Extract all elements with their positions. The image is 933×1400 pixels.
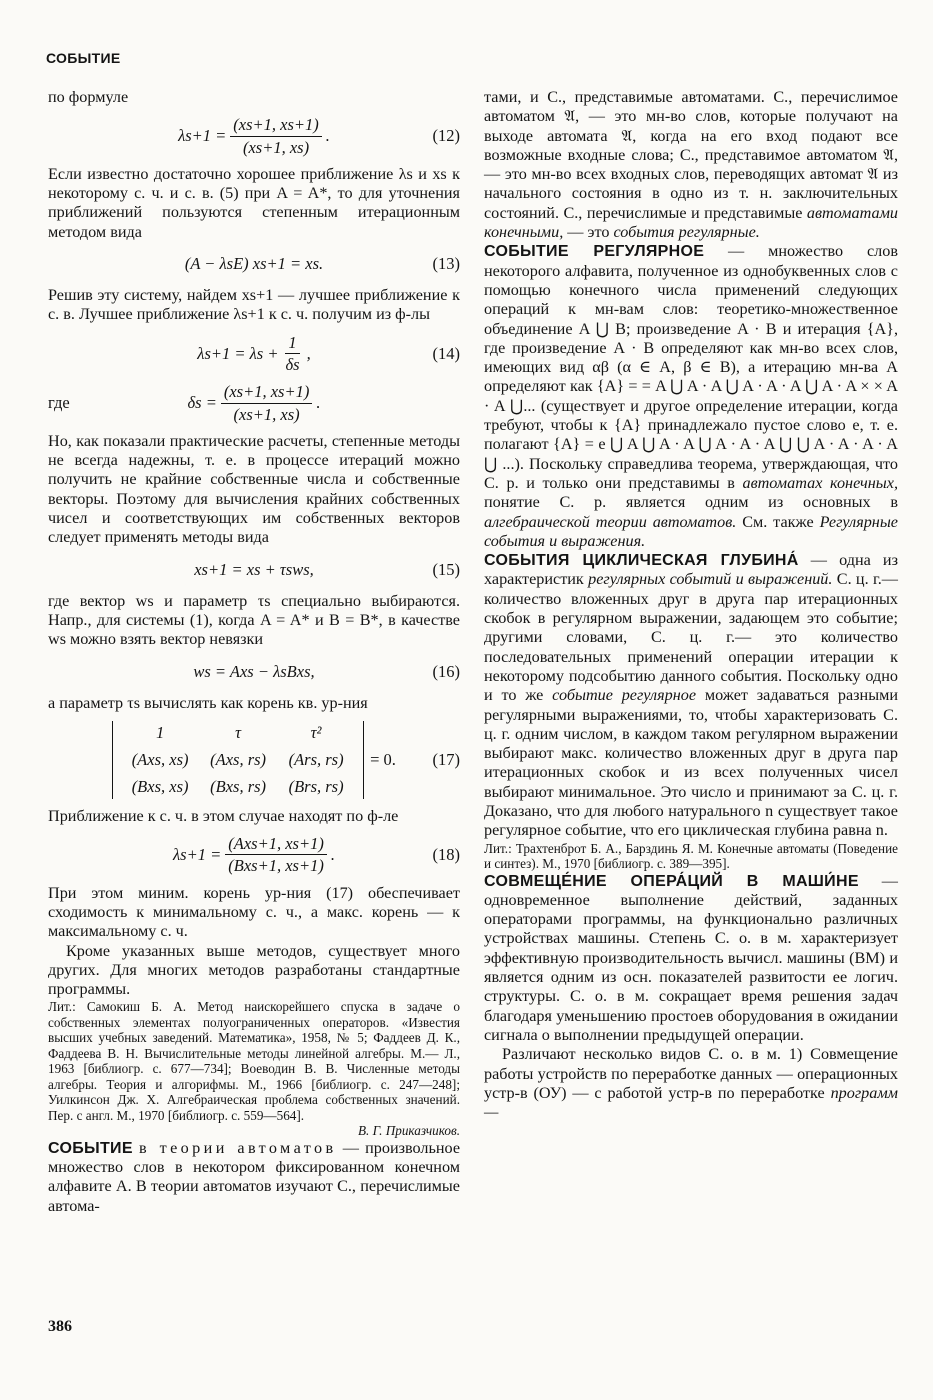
numerator: (Axs+1, xs+1) xyxy=(225,834,327,855)
equation-number: (12) xyxy=(432,126,460,146)
equation-14 xyxy=(48,333,460,375)
paragraph: а параметр τs вычислять как корень кв. ур-ния xyxy=(48,693,368,712)
equation-expr: (A − λsE) xs+1 = xs. xyxy=(184,254,324,274)
equation-lhs: λs+1 = xyxy=(173,845,222,865)
paragraph: При этом миним. корень ур-ния (17) обеспечивает сходимость к минимальному с. ч., а макс. корень — к максимальному с. ч. xyxy=(48,883,460,941)
equation-18 xyxy=(48,834,460,876)
running-header: СОБЫТИЕ xyxy=(46,50,121,66)
fraction xyxy=(221,382,313,424)
paragraph: Кроме указанных выше методов, существует много других. Для многих методов разработаны стандартные программы. xyxy=(48,941,460,999)
determinant-cell: (Brs, rs) xyxy=(288,777,344,797)
text: Различают несколько видов С. о. в м. 1) Совмещение работы устройств по переработке данных — операционных устр-в (ОУ) — с работой устр-в по переработке xyxy=(484,1045,898,1102)
italic-link: Регулярные события и выражения. xyxy=(484,512,898,550)
italic-link: событие регулярное xyxy=(552,686,697,705)
numerator: (xs+1, xs+1) xyxy=(230,115,322,136)
equation-lhs: λs+1 = xyxy=(178,126,227,146)
italic-link: события регулярные. xyxy=(613,223,760,242)
determinant-cell: (Ars, rs) xyxy=(288,750,344,770)
equation-tail: , xyxy=(306,343,311,363)
equation-tail: . xyxy=(316,393,321,413)
entry-term: СОБЫТИЯ ЦИКЛИЧЕСКАЯ ГЛУБИНА́ xyxy=(484,552,799,570)
left-column xyxy=(48,88,460,1216)
equation-number: (16) xyxy=(432,661,460,681)
entry-text: — одна из характеристик xyxy=(484,551,898,589)
equation-number: (13) xyxy=(432,254,460,274)
text: тами, и С., представимые автоматами. С., перечислимое автоматом 𝔄, — это мн-во слов, которые получают на выходе автомата 𝔄, когда на его вход подают все возможные входные слова; С., представимое автоматом 𝔄,— это мн-во всех входных слов, переводящих автомат 𝔄 из начального состояния в одно из т. н. заключительных состояний. С., перечислимые и представимые xyxy=(484,88,898,222)
equation-tail: = 0. xyxy=(370,750,396,770)
equation-12 xyxy=(48,115,460,157)
paragraph: Но, как показали практические расчеты, степенные методы не всегда надежны, т. е. в процессе итераций можно получить не крайние собственные числа и собственные векторы. Поэтому для вычисления крайних собственных чисел и соответствующих им собственных векторов следует применять методы вида xyxy=(48,431,460,547)
equation-17 xyxy=(48,721,460,799)
entry xyxy=(484,242,898,551)
determinant xyxy=(112,721,364,799)
equation-label: где xyxy=(48,393,70,413)
fraction xyxy=(225,834,327,876)
denominator: (xs+1, xs) xyxy=(242,137,310,157)
right-column xyxy=(484,88,898,1122)
italic-link: алгебраической теории автоматов. xyxy=(484,512,737,531)
paragraph: Решив эту систему, найдем xs+1 — лучшее приближение к с. в. Лучшее приближение λs+1 к с. ч. получим из ф-лы xyxy=(48,286,460,324)
entry-text: понятие С. р. является одним из основных в xyxy=(484,493,898,512)
entry-term: СОБЫТИЕ xyxy=(48,1139,133,1157)
paragraph: где вектор ws и параметр τs специально выбираются. Напр., для системы (1), когда A = A* и B = B*, в качестве ws можно взять вектор невязки xyxy=(48,591,460,649)
equation-14b xyxy=(48,382,460,424)
entry xyxy=(484,872,898,1046)
determinant-cell: (Axs, xs) xyxy=(131,750,189,770)
determinant-cell: (Axs, rs) xyxy=(210,750,267,770)
equation-expr: ws = Axs − λsBxs, xyxy=(193,661,315,681)
entry-text: — одновременное выполнение действий, заданных операторами программы, на функционально различных устройствах машины. Степень С. о. в м. характеризует эффективную производительность вычисл. машины (ВМ) и является одним из осн. показателей развитости ее логич. структуры. С. о. в м. сокращает время решения задач благодаря уменьшению простоев оборудования в ожидании сигнала о выполнении предыдущей операции. xyxy=(484,871,898,1044)
numerator: (xs+1, xs+1) xyxy=(221,382,313,403)
italic-link: программ — xyxy=(484,1083,899,1122)
entry-term: СОВМЕЩЕ́НИЕ ОПЕРА́ЦИЙ В МАШИ́НЕ xyxy=(484,872,859,890)
text: — это xyxy=(563,223,610,242)
entry xyxy=(484,551,898,840)
determinant-cell: (Bxs, xs) xyxy=(131,777,189,797)
equation-number: (18) xyxy=(432,845,460,865)
entry-subterm: в теории автоматов xyxy=(139,1138,337,1157)
determinant-cell: (Bxs, rs) xyxy=(210,777,267,797)
equation-expr: xs+1 = xs + τsws, xyxy=(194,559,314,579)
numerator: 1 xyxy=(285,333,299,354)
paragraph xyxy=(484,1045,898,1122)
italic-link: регулярных событий и выражений. xyxy=(588,570,833,589)
determinant-cell: τ² xyxy=(310,722,322,742)
paragraph: по формуле xyxy=(48,88,129,106)
fraction xyxy=(230,115,322,157)
equation-lhs: δs = xyxy=(187,393,217,413)
denominator: δs xyxy=(285,354,300,374)
equation-16 xyxy=(48,658,460,686)
literature: Лит.: Трахтенброт Б. А., Барздинь Я. М. Конечные автоматы (Поведение и синтез). М., 1970 [библиогр. с. 389—395]. xyxy=(484,840,898,872)
equation-15 xyxy=(48,556,460,584)
equation-lhs: λs+1 = λs + xyxy=(197,343,279,363)
determinant-cell: 1 xyxy=(155,722,165,742)
equation-number: (14) xyxy=(432,343,460,363)
author: В. Г. Приказчиков. xyxy=(357,1123,460,1139)
italic-link: автоматами конечными, xyxy=(484,203,898,242)
equation-tail: . xyxy=(325,126,330,146)
entry-text: — произвольное множество слов в некотором фиксированном конечном алфавите A. В теории автоматов изучают С., перечислимые автома- xyxy=(48,1138,461,1215)
entry-text: С. ц. г.— количество вложенных друг в друга пар итерационных скобок в регулярном выражении, задающем это событие; другими словами, С. ц. г.— это количество последовательных применений операции итерации к некоторому подсобытию данного события. Поскольку одно и то же xyxy=(484,570,898,705)
italic-link: автоматах конечных, xyxy=(742,473,899,492)
equation-tail: . xyxy=(330,845,335,865)
denominator: (Bxs+1, xs+1) xyxy=(228,856,324,876)
entry-text: может задаваться разными регулярными выражениями, то, чтобы характеризовать С. ц. г. одним числом, в каждом таком регулярном выражении выбирают макс. количество вложенных друг в друга пар итерационных скобок и из всех полученных чисел выбирают минимальное. Это число и принимают за С. ц. г. Доказано, что для любого натурального n существует такое регулярное событие, что его циклическая глубина равна n. xyxy=(484,686,898,840)
entry-text: См. также xyxy=(736,512,814,531)
determinant-cell: τ xyxy=(235,722,242,742)
paragraph: Если известно достаточно хорошее приближение λs и xs к некоторому с. ч. и с. в. (5) при A = A*, то для уточнения приближений пользуются степенным итерационным методом вида xyxy=(48,164,460,241)
equation-13 xyxy=(48,250,460,278)
paragraph: Приближение к с. ч. в этом случае находят по ф-ле xyxy=(48,806,399,825)
fraction xyxy=(282,333,302,375)
entry xyxy=(48,1139,460,1216)
entry-term: СОБЫТИЕ РЕГУЛЯРНОЕ xyxy=(484,243,705,261)
page-number: 386 xyxy=(48,1318,72,1335)
literature: Лит.: Самокиш Б. А. Метод наискорейшего спуска в задаче о собственных элементах полуограниченных операторов. «Известия высших учебных заведений. Математика», 1958, № 5; Фаддеев Д. К., Фаддеева В. Н. Вычислительные методы линейной алгебры. М.— Л., 1963 [библиогр. с. 677—734]; Воеводин В. В. Численные методы алгебры. Теория и алгорифмы. М., 1966 [библиогр. с. 247—248]; Уилкинсон Дж. Х. Алгебраическая проблема собственных значений. Пер. с англ. М., 1970 [библиогр. с. 559—564]. xyxy=(48,999,460,1123)
paragraph xyxy=(484,88,898,242)
equation-number: (17) xyxy=(432,750,460,770)
denominator: (xs+1, xs) xyxy=(233,404,300,424)
entry-text: — множество слов некоторого алфавита, полученное из однобуквенных слов с помощью конечного числа применений следующих операций к мн-вам слов: теоретико-множественное объединение A ⋃ B; произведение A · B и итерация {A}, где произведение A · B определяют как мн-во всех слов, имеющих вид αβ (α ∈ A, β ∈ B), а итерацию мн-ва A определяют как {A} = = A ⋃ A · A ⋃ A · A · A ⋃ A · A × × A · A ⋃... (существует и другое определение итерации, когда требуют, чтобы к {A} принадлежало пустое слово e, т. е. полагают {A} = e ⋃ A ⋃ A · A ⋃ A · A · A ⋃ ⋃ A · A · A · A ⋃ ...). Поскольку справедлива теорема, утверждающая, что С. р. и только они представимы в xyxy=(484,242,898,492)
equation-number: (15) xyxy=(432,559,460,579)
